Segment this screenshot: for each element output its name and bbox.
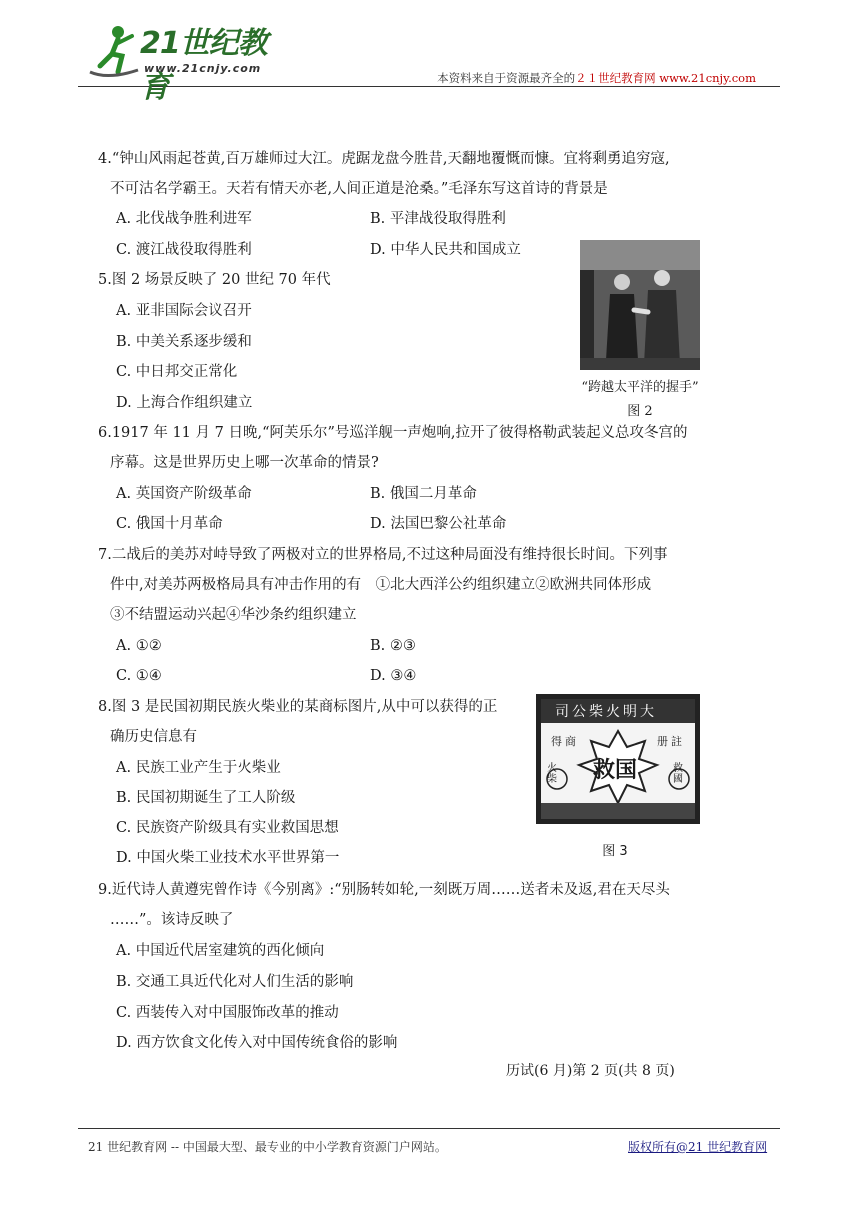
- figure-3-label: 图 3: [602, 844, 628, 859]
- q8-option-b: B. 民国初期诞生了工人阶级: [116, 790, 296, 806]
- q7-option-c: C. ①④: [116, 668, 162, 684]
- trademark-right-side-text: 救國: [673, 763, 683, 785]
- exam-page-number: 历试(6 月)第 2 页(共 8 页): [506, 1063, 675, 1079]
- q6-option-a: A. 英国资产阶级革命: [116, 486, 252, 502]
- logo-url: www.21cnjy.com: [144, 62, 262, 75]
- q7-stem-line1: 7.二战后的美苏对峙导致了两极对立的世界格局,不过这种局面没有维持很长时间。下列事: [98, 547, 668, 563]
- page-header: [78, 20, 780, 105]
- trademark-right-mid-text: 註: [671, 735, 682, 748]
- q5-stem: 5.图 2 场景反映了 20 世纪 70 年代: [98, 272, 331, 288]
- q4-stem-line1: 4.“钟山风雨起苍黄,百万雄师过大江。虎踞龙盘今胜昔,天翻地覆慨而慷。宜将剩勇追穷寇,: [98, 151, 670, 167]
- q7-option-d: D. ③④: [370, 668, 417, 684]
- q5-option-a: A. 亚非国际会议召开: [116, 303, 252, 319]
- q6-stem-line1: 6.1917 年 11 月 7 日晚,“阿芙乐尔”号巡洋舰一声炮响,拉开了彼得格勒武装起义总攻冬宫的: [98, 425, 688, 441]
- trademark-right-top-text: 册: [657, 735, 668, 748]
- footer-divider: [78, 1128, 780, 1129]
- q8-option-c: C. 民族资产阶级具有实业救国思想: [116, 820, 339, 836]
- q4-option-d: D. 中华人民共和国成立: [370, 242, 521, 258]
- footer-site-description: 21 世纪教育网 -- 中国最大型、最专业的中小学教育资源门户网站。: [88, 1140, 447, 1154]
- q7-stem-line2: 件中,对美苏两极格局具有冲击作用的有 ①北大西洋公约组织建立②欧洲共同体形成: [110, 577, 652, 593]
- q7-option-a: A. ①②: [116, 638, 162, 654]
- q9-option-b: B. 交通工具近代化对人们生活的影响: [116, 974, 354, 990]
- figure-2-label: 图 2: [627, 404, 653, 419]
- q8-option-a: A. 民族工业产生于火柴业: [116, 760, 281, 776]
- figure-2-caption: “跨越太平洋的握手”: [581, 380, 699, 395]
- q8-option-d: D. 中国火柴工业技术水平世界第一: [116, 850, 340, 866]
- header-note-site: ２１世纪教育网: [575, 71, 656, 85]
- site-logo[interactable]: [88, 20, 288, 105]
- q4-option-b: B. 平津战役取得胜利: [370, 211, 506, 227]
- q9-option-a: A. 中国近代居室建筑的西化倾向: [116, 943, 325, 959]
- q9-option-d: D. 西方饮食文化传入对中国传统食俗的影响: [116, 1035, 398, 1051]
- q4-option-c: C. 渡江战役取得胜利: [116, 242, 252, 258]
- q6-option-c: C. 俄国十月革命: [116, 516, 223, 532]
- q9-stem-line2: ……”。该诗反映了: [110, 912, 234, 928]
- q6-option-b: B. 俄国二月革命: [370, 486, 477, 502]
- trademark-left-mid-text: 商: [565, 735, 576, 748]
- q5-option-d: D. 上海合作组织建立: [116, 395, 253, 411]
- figure-2-handshake-photo: [580, 240, 700, 370]
- trademark-left-side-text: 火柴: [547, 763, 557, 785]
- figure-3-match-trademark: [536, 694, 700, 824]
- running-figure-icon: [88, 22, 148, 82]
- q6-option-d: D. 法国巴黎公社革命: [370, 516, 507, 532]
- logo-text: 21世纪教育: [140, 26, 267, 105]
- q4-stem-line2: 不可沽名学霸王。天若有情天亦老,人间正道是沧桑。”毛泽东写这首诗的背景是: [110, 181, 608, 197]
- q5-option-c: C. 中日邦交正常化: [116, 364, 238, 380]
- footer-copyright-link[interactable]: 版权所有@21 世纪教育网: [628, 1140, 768, 1154]
- header-note: [437, 70, 756, 86]
- trademark-top-text: 司公柴火明大: [555, 704, 657, 720]
- q9-option-c: C. 西装传入对中国服饰改革的推动: [116, 1005, 339, 1021]
- header-note-url[interactable]: www.21cnjy.com: [659, 71, 756, 85]
- trademark-left-top-text: 得: [551, 735, 562, 748]
- q7-option-b: B. ②③: [370, 638, 416, 654]
- handshake-photo-icon: [580, 240, 700, 370]
- q4-option-a: A. 北伐战争胜利进军: [116, 211, 252, 227]
- q8-stem-line2: 确历史信息有: [110, 729, 197, 745]
- q6-stem-line2: 序幕。这是世界历史上哪一次革命的情景?: [110, 455, 379, 471]
- q7-stem-line3: ③不结盟运动兴起④华沙条约组织建立: [110, 607, 357, 623]
- q9-stem-line1: 9.近代诗人黄遵宪曾作诗《今别离》:“别肠转如轮,一刻既万周……送者未及返,君在天尽头: [98, 882, 670, 898]
- header-note-prefix: 本资料来自于资源最齐全的: [437, 71, 576, 85]
- q5-option-b: B. 中美关系逐步缓和: [116, 334, 252, 350]
- q8-stem-line1: 8.图 3 是民国初期民族火柴业的某商标图片,从中可以获得的正: [98, 699, 498, 715]
- trademark-center-text: 救国: [593, 758, 638, 783]
